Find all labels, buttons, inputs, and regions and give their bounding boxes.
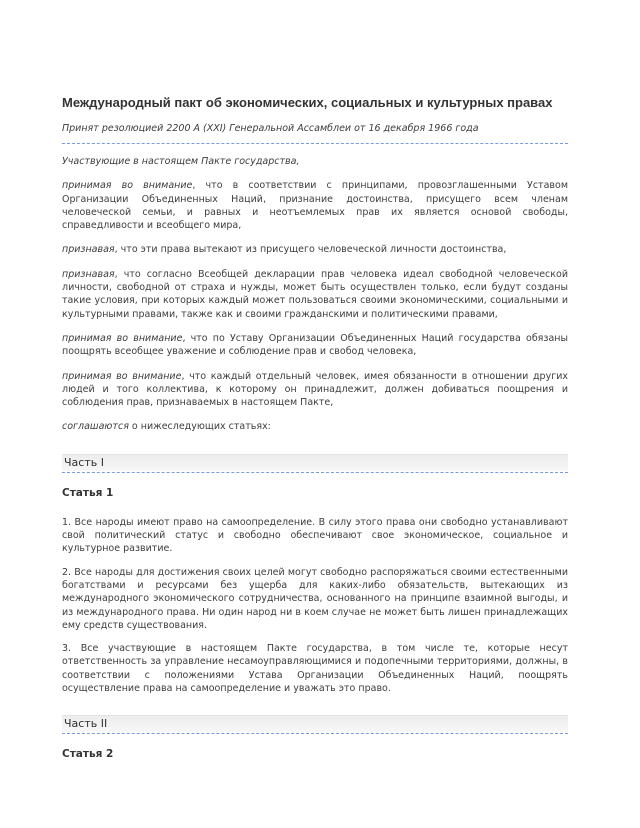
- document-title: Международный пакт об экономических, социальных и культурных правах: [62, 95, 553, 110]
- preamble-lead-3: признавая: [62, 268, 115, 280]
- article-1-paragraph-2: 2. Все народы для достижения своих целей могут свободно распоряжаться своими естественными богатствами и ресурсами без ущерба для каких-либо обязательств, вытекающих из международного экономического сотрудничества, основанного на принципе взаимной выгоды, и из международного права. Ни один народ ни в коем случае не может быть лишен принадлежащих ему средств существования.: [62, 566, 568, 631]
- preamble-text-2: , что эти права вытекают из присущего человеческой личности достоинства,: [114, 244, 507, 256]
- section-dashed-divider-2: [62, 733, 568, 734]
- preamble-lead-5: принимая во внимание: [62, 370, 182, 382]
- preamble-paragraph-1: [62, 179, 568, 232]
- dashed-divider: [62, 143, 568, 144]
- preamble-paragraph-4: [62, 332, 568, 359]
- document-subtitle: Принят резолюцией 2200 А (XXI) Генеральной Ассамблеи от 16 декабря 1966 года: [62, 123, 479, 134]
- preamble-paragraph-2: [62, 243, 568, 256]
- preamble-paragraph-5: [62, 370, 568, 410]
- preamble-lead-1: принимая во внимание: [62, 180, 193, 192]
- document-page: [62, 95, 568, 761]
- preamble-paragraph-6: [62, 420, 568, 433]
- article-1-paragraph-1: 1. Все народы имеют право на самоопределение. В силу этого права они свободно устанавливают свой политический статус и свободно обеспечивают свое экономическое, социальное и культурное развитие.: [62, 516, 568, 555]
- section-heading-part-2: Часть II: [62, 715, 568, 732]
- section-dashed-divider-1: [62, 472, 568, 473]
- article-1-paragraph-3: 3. Все участвующие в настоящем Пакте государства, в том числе те, которые несут ответственность за управление несамоуправляющимися и подопечными территориями, должны, в соответствии с положениями Устава Организации Объединенных Наций, поощрять осуществление права на самоопределение и уважать это право.: [62, 643, 568, 695]
- preamble-paragraph-3: [62, 268, 568, 321]
- preamble-lead-4: принимая во внимание: [62, 332, 183, 344]
- preamble-text-4: , что по Уставу Организации Объединенных Наций государства обязаны поощрять всеобщее уважение и соблюдение прав и свобод человека,: [62, 332, 568, 358]
- preamble-lead-6: соглашаются: [62, 421, 129, 433]
- preamble-text-5: , что каждый отдельный человек, имея обязанности в отношении других людей и того коллектива, к которому он принадлежит, должен добиваться поощрения и соблюдения прав, признаваемых в настоящем Пакте,: [62, 370, 568, 409]
- preamble-text-3: , что согласно Всеобщей декларации прав человека идеал свободной человеческой личности, свободной от страха и нужды, может быть осуществлен только, если будут созданы такие условия, при которых каждый может пользоваться своими экономическими, социальными и культурными правами, также как и своими гражданскими и политическими правами,: [62, 268, 568, 320]
- preamble-text-1: , что в соответствии с принципами, провозглашенными Уставом Организации Объединенных Наций, признание достоинства, присущего всем членам человеческой семьи, и равных и неотъемлемых прав их является основой свободы, справедливости и всеобщего мира,: [62, 180, 568, 232]
- article-title-1: Статья 1: [62, 486, 114, 499]
- preamble-intro: Участвующие в настоящем Пакте государства,: [62, 156, 300, 167]
- preamble-text-6: о нижеследующих статьях:: [128, 421, 271, 433]
- article-title-2: Статья 2: [62, 748, 114, 761]
- preamble-lead-2: признавая: [62, 244, 115, 256]
- section-heading-part-1: Часть I: [62, 454, 568, 471]
